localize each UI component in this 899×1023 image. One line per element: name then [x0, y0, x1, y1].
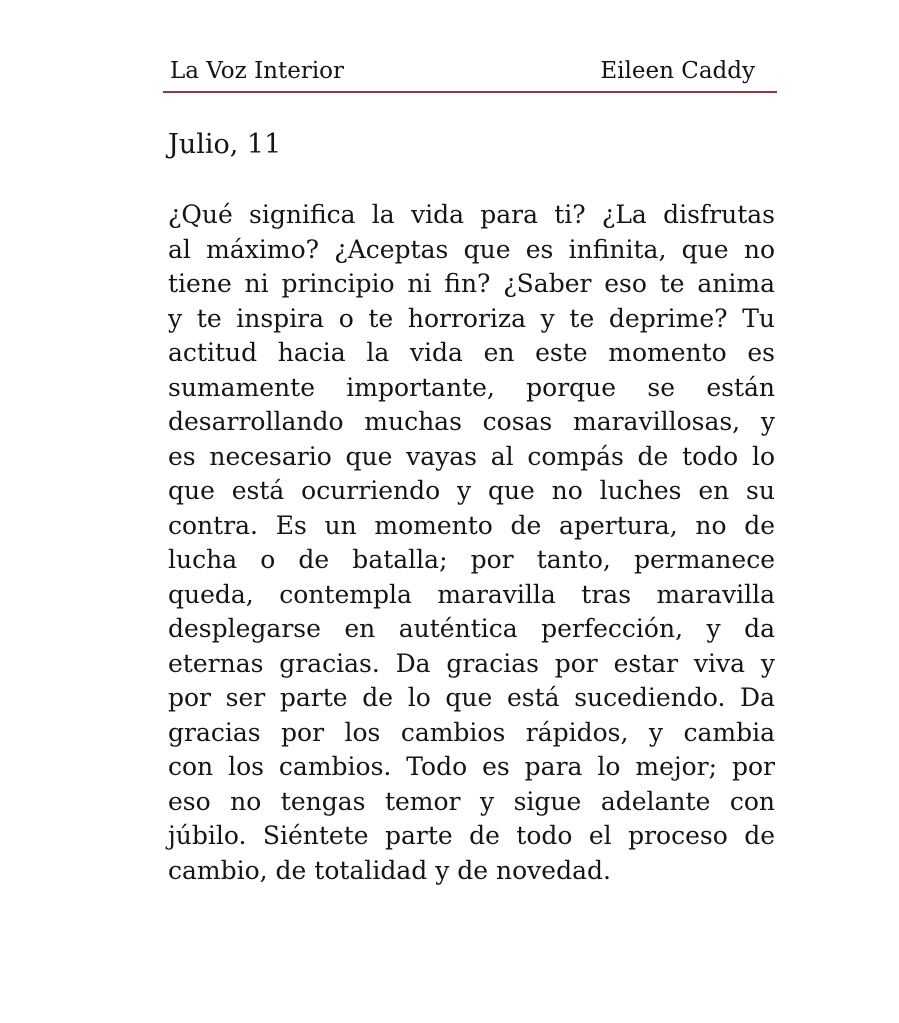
text-line: eternas gracias. Da gracias por estar viva y: [168, 648, 775, 678]
entry-body: [168, 198, 775, 888]
text-line: tiene ni principio ni fin? ¿Saber eso te anima: [168, 269, 775, 298]
page-header: [163, 58, 777, 93]
text-line: que está ocurriendo y que no luches en su: [168, 476, 775, 505]
text-line: cambio, de totalidad y de novedad.: [168, 855, 611, 885]
text-line: desplegarse en auténtica perfección, y da: [168, 614, 775, 643]
running-head: [163, 58, 777, 84]
text-line: gracias por los cambios rápidos, y cambia: [168, 717, 775, 747]
text-line: sumamente importante, porque se están: [168, 372, 775, 402]
text-line: por ser parte de lo que está sucediendo. Da: [168, 683, 775, 712]
text-line: júbilo. Siéntete parte de todo el proceso de: [168, 821, 775, 850]
running-title: La Voz Interior: [170, 58, 345, 84]
text-line: contra. Es un momento de apertura, no de: [168, 510, 775, 540]
running-author: Eileen Caddy: [600, 58, 755, 84]
text-line: desarrollando muchas cosas maravillosas, y: [168, 407, 775, 436]
text-line: es necesario que vayas al compás de todo lo: [168, 441, 775, 471]
text-line: con los cambios. Todo es para lo mejor; por: [168, 752, 775, 781]
text-line: al máximo? ¿Aceptas que es infinita, que no: [168, 234, 775, 264]
text-line: actitud hacia la vida en este momento es: [168, 338, 775, 367]
text-line: y te inspira o te horroriza y te deprime? Tu: [168, 303, 775, 333]
text-line: queda, contempla maravilla tras maravilla: [168, 579, 775, 609]
text-line: eso no tengas temor y sigue adelante con: [168, 786, 775, 816]
entry-date: Julio, 11: [168, 129, 282, 160]
text-line: lucha o de batalla; por tanto, permanece: [168, 545, 775, 574]
text-line: ¿Qué significa la vida para ti? ¿La disfrutas: [168, 200, 775, 229]
